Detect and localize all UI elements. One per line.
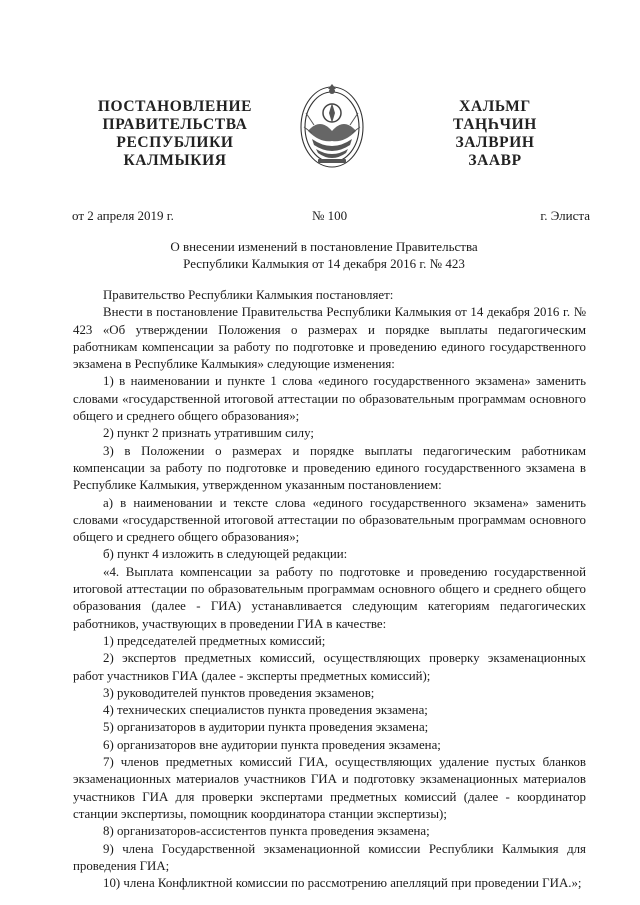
paragraph-clause-4: «4. Выплата компенсации за работу по подготовке и проведению государственной итоговой аттестации по образовательным программам основного общего и среднего общего образования (далее - ГИА) устанавливается следующим категориям педагогических работников, участвующих в проведении ГИА в качестве:	[73, 564, 586, 631]
paragraph-category-4: 4) технических специалистов пункта проведения экзамена;	[103, 703, 428, 718]
paragraph-category-9: 9) члена Государственной экзаменационной комиссии Республики Калмыкия для проведения ГИА;	[73, 841, 586, 873]
paragraph-category-1: 1) председателей предметных комиссий;	[103, 633, 326, 648]
paragraph-item-b: б) пункт 4 изложить в следующей редакции:	[103, 547, 348, 562]
header-left-line: ПОСТАНОВЛЕНИЕ	[97, 98, 253, 115]
document-city: г. Элиста	[540, 208, 590, 223]
header-right-line: ТАҢҺЧИН	[453, 116, 537, 133]
paragraph-category-2: 2) экспертов предметных комиссий, осуществляющих проверку экзаменационных работ участников ГИА (далее - эксперты предметных комиссий);	[73, 651, 586, 683]
paragraph-category-10: 10) члена Конфликтной комиссии по рассмотрению апелляций при проведении ГИА.»;	[103, 876, 582, 891]
document-number: № 100	[312, 208, 348, 223]
header-right-line: ЗАЛВРИН	[455, 134, 535, 151]
paragraph-category-8: 8) организаторов-ассистентов пункта проведения экзамена;	[103, 824, 430, 839]
paragraph-preamble: Правительство Республики Калмыкия постановляет:	[103, 288, 394, 302]
paragraph-intro: Внести в постановление Правительства Республики Калмыкия от 14 декабря 2016 г. № 423 «Об утверждении Положения о размерах и порядке выплаты педагогическим работникам компенсации за работу по подготовке и проведению единого государственного экзамена в Республике Калмыкия» следующие изменения:	[73, 305, 586, 372]
paragraph-item-3: 3) в Положении о размерах и порядке выплаты педагогическим работникам компенсации за работу по подготовке и проведению единого государственного экзамена в Республике Калмыкия, утвержденном указанным постановлением:	[73, 443, 586, 493]
paragraph-category-3: 3) руководителей пунктов проведения экзаменов;	[103, 685, 375, 700]
header-right-kalmyk	[420, 98, 570, 170]
paragraph-category-6: 6) организаторов вне аудитории пункта проведения экзамена;	[103, 737, 441, 752]
header-left-russian	[80, 98, 270, 170]
kalmykia-coat-of-arms-icon	[298, 83, 366, 171]
paragraph-item-a: а) в наименовании и тексте слова «единого государственного экзамена» заменить словами «государственной итоговой аттестации по образовательным программам основного общего и среднего общего образования»;	[73, 495, 586, 545]
title-line: О внесении изменений в постановление Правительства	[170, 239, 478, 254]
paragraph-category-7: 7) членов предметных комиссий ГИА, осуществляющих удаление пустых бланков экзаменационных материалов участников ГИА и подготовку экзаменационных материалов участников ГИА для проверки экспертами предметных комиссий (далее - координатор станции экспертизы, помощник координатора станции экспертизы);	[73, 755, 586, 821]
title-line: Республики Калмыкия от 14 декабря 2016 г. № 423	[183, 256, 465, 271]
document-body	[73, 287, 586, 892]
paragraph-item-2: 2) пункт 2 признать утратившим силу;	[103, 426, 314, 441]
header-left-line: ПРАВИТЕЛЬСТВА	[102, 116, 248, 133]
document-title	[60, 238, 588, 272]
paragraph-category-5: 5) организаторов в аудитории пункта проведения экзамена;	[103, 720, 429, 735]
paragraph-item-1: 1) в наименовании и пункте 1 слова «единого государственного экзамена» заменить словами «государственной итоговой аттестации по образовательным программам основного общего и среднего общего образования»;	[73, 374, 586, 424]
document-date: от 2 апреля 2019 г.	[72, 208, 174, 223]
header-right-line: ХАЛЬМГ	[459, 98, 531, 115]
header-right-line: ЗААВР	[468, 152, 522, 169]
header-left-line: РЕСПУБЛИКИ	[116, 134, 234, 151]
header-left-line: КАЛМЫКИЯ	[123, 152, 227, 169]
